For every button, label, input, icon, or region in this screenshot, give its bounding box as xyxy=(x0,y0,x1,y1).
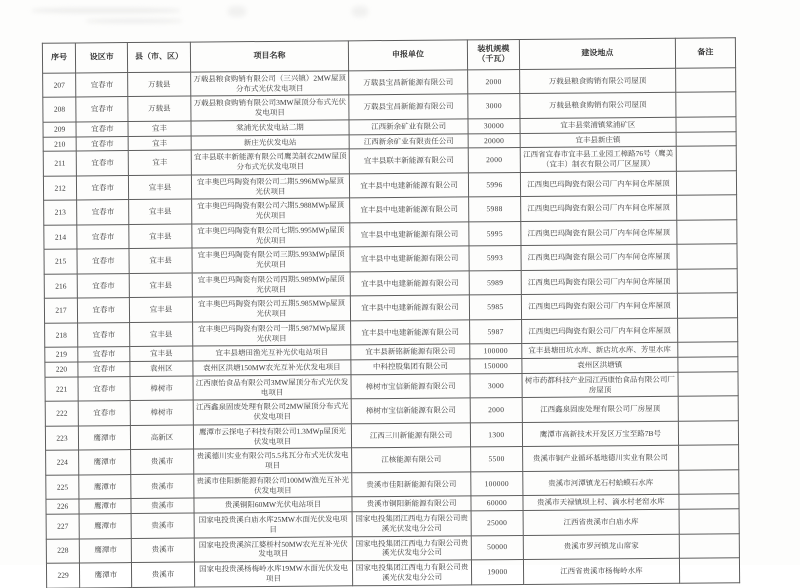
cell-remark xyxy=(676,195,737,220)
cell-remark xyxy=(677,342,737,357)
cell-location: 江西省宜春市宜丰县工业园工樟路76号（鹰美（宜丰）制衣有限公司厂区屋顶） xyxy=(520,147,676,173)
cell-project: 袁州区洪塘150MW农光互补光伏发电项目 xyxy=(192,360,351,376)
cell-seq: 223 xyxy=(45,426,78,451)
cell-county: 宜丰县 xyxy=(130,297,192,322)
cell-seq: 207 xyxy=(43,73,76,98)
cell-applicant: 国家电投集团江西电力有限公司贵溪光伏发电分公司 xyxy=(352,511,471,536)
cell-project: 贵溪德川实业有限公司5.5兆瓦分布式光伏发电项目 xyxy=(193,448,352,474)
cell-capacity: 150000 xyxy=(470,359,522,374)
cell-capacity: 5500 xyxy=(470,447,522,472)
cell-applicant: 宜丰县中电建新能源有限公司 xyxy=(350,222,469,247)
cell-applicant: 樟树市宝信新能源有限公司 xyxy=(351,398,470,423)
cell-applicant: 宜丰县中电建新能源有限公司 xyxy=(350,246,469,271)
scan-artifact xyxy=(86,19,182,23)
cell-capacity: 2000 xyxy=(470,398,522,423)
cell-county: 宜丰 xyxy=(129,150,191,175)
cell-county: 贵溪市 xyxy=(132,538,194,563)
cell-county: 宜丰县 xyxy=(130,346,192,361)
cell-remark xyxy=(679,533,740,558)
cell-location: 贵溪市天禄镇坝上村、滴水村老窑水库 xyxy=(523,495,679,511)
table-body xyxy=(43,68,740,588)
cell-capacity: 5995 xyxy=(469,221,521,246)
cell-city: 宜春市 xyxy=(77,273,129,298)
header-cell-county: 县（市、区） xyxy=(128,42,190,72)
cell-county: 贵溪市 xyxy=(131,498,193,513)
cell-remark xyxy=(675,92,736,117)
cell-seq: 226 xyxy=(46,499,79,514)
cell-seq: 211 xyxy=(43,151,76,176)
header-cell-city: 设区市 xyxy=(76,43,128,73)
cell-capacity: 1300 xyxy=(470,422,522,447)
cell-location: 江西省贵溪市白庙水库 xyxy=(523,509,679,535)
cell-remark xyxy=(677,293,738,318)
cell-city: 宜春市 xyxy=(78,376,130,401)
cell-applicant: 中科控股集团有限公司 xyxy=(351,359,470,375)
cell-applicant: 宜丰县中电建新能源有限公司 xyxy=(351,295,470,320)
cell-seq: 210 xyxy=(43,136,76,151)
cell-applicant: 樟树市宝信新能源有限公司 xyxy=(351,374,470,399)
cell-city: 鹰潭市 xyxy=(79,425,131,450)
cell-applicant: 万载县宝昌新能源有限公司 xyxy=(349,94,468,119)
cell-remark xyxy=(676,117,736,132)
scan-artifact xyxy=(32,8,180,13)
cell-city: 鹰潭市 xyxy=(79,538,131,563)
cell-seq: 227 xyxy=(46,514,79,539)
cell-seq: 228 xyxy=(46,538,79,563)
cell-seq: 208 xyxy=(43,97,76,122)
cell-applicant: 宜丰县联丰新能源有限公司 xyxy=(350,148,469,173)
cell-project: 万载县粮食购销有限公司3MW屋顶分布式光伏发电项目 xyxy=(190,95,349,121)
scan-artifact xyxy=(228,6,246,17)
cell-location: 树市药都科技产业园江西康怡食品有限公司厂房屋顶 xyxy=(522,372,678,398)
cell-remark xyxy=(678,421,739,446)
cell-capacity: 5996 xyxy=(468,172,520,197)
cell-applicant: 贵溪市佳阳新能源有限公司 xyxy=(352,472,471,497)
table-row xyxy=(46,558,739,588)
header-cell-location: 建设地点 xyxy=(519,38,675,69)
cell-applicant: 宜丰县中电建新能源有限公司 xyxy=(351,320,470,345)
cell-project: 国家电投贵溪滨江婆桥村50MW农光互补光伏发电项目 xyxy=(194,536,353,562)
cell-county: 贵溪市 xyxy=(131,513,193,538)
cell-project: 鹰潭市云探电子科技有限公司1.3MWp屋顶光伏发电项目 xyxy=(193,424,352,450)
cell-city: 鹰潭市 xyxy=(79,450,131,475)
pv-project-table xyxy=(42,37,740,588)
cell-county: 宜丰县 xyxy=(129,199,191,224)
scan-artifact xyxy=(352,6,368,17)
cell-capacity: 5993 xyxy=(469,246,521,271)
cell-capacity: 5987 xyxy=(469,319,521,344)
cell-seq: 212 xyxy=(43,176,76,201)
cell-project: 江西鑫泉固废处理有限公司2MW屋顶分布式光伏发电项目 xyxy=(193,399,352,425)
cell-applicant: 国家电投集团江西电力有限公司贵溪光伏发电分公司 xyxy=(353,560,472,585)
cell-remark xyxy=(676,131,736,146)
cell-county: 高新区 xyxy=(131,425,193,450)
cell-capacity: 30000 xyxy=(468,118,520,133)
cell-location: 万载县粮食购销有限公司屋顶 xyxy=(520,68,676,94)
cell-seq: 213 xyxy=(44,200,77,225)
cell-location: 江西奥巴玛陶瓷有限公司厂内车间仓库屋顶 xyxy=(520,171,676,197)
cell-county: 万载县 xyxy=(128,72,190,97)
cell-remark xyxy=(677,269,738,294)
cell-project: 宜丰奥巴玛陶瓷有限公司四期5.989MWp屋顶光伏项目 xyxy=(192,272,351,298)
cell-location: 江西奥巴玛陶瓷有限公司厂内车间仓库屋顶 xyxy=(522,318,678,344)
cell-seq: 222 xyxy=(45,401,78,426)
cell-county: 宜丰 xyxy=(128,121,190,136)
cell-project: 宜丰奥巴玛陶瓷有限公司五期5.985MWp屋顶光伏项目 xyxy=(192,296,351,322)
cell-remark xyxy=(676,220,737,245)
cell-remark xyxy=(679,558,740,583)
cell-county: 宜丰县 xyxy=(130,273,192,298)
cell-city: 鹰潭市 xyxy=(79,514,131,539)
cell-seq: 229 xyxy=(46,563,79,588)
cell-city: 宜春市 xyxy=(78,298,130,323)
cell-applicant: 贵溪市铜阳新能源有限公司 xyxy=(352,496,471,512)
cell-project: 万载县粮食购销有限公司（三兴镇）2MW屋顶分布式光伏发电项目 xyxy=(190,71,349,97)
header-cell-project: 项目名称 xyxy=(190,41,349,72)
cell-remark xyxy=(679,494,739,509)
cell-location: 宜丰县塘田坑水库、新店坑水库、芳里水库 xyxy=(522,343,678,359)
header-cell-seq: 序号 xyxy=(42,43,75,73)
cell-project: 贵溪铜阳60MW光伏电站项目 xyxy=(194,497,353,513)
cell-county: 贵溪市 xyxy=(131,449,193,474)
cell-capacity: 100000 xyxy=(471,471,523,496)
cell-city: 宜春市 xyxy=(76,136,128,151)
cell-capacity: 100000 xyxy=(470,344,522,359)
cell-city: 鹰潭市 xyxy=(79,474,131,499)
cell-county: 宜丰 xyxy=(128,136,190,151)
cell-project: 宜丰奥巴玛陶瓷有限公司六期5.988MWp屋顶光伏项目 xyxy=(191,198,350,224)
cell-project: 宜丰奥巴玛陶瓷有限公司七期5.995MWp屋顶光伏项目 xyxy=(191,223,350,249)
cell-county: 樟树市 xyxy=(131,400,193,425)
cell-county: 贵溪市 xyxy=(132,562,194,587)
cell-capacity: 5989 xyxy=(469,270,521,295)
cell-project: 宜丰县塘田渔光互补光伏电站项目 xyxy=(192,345,351,361)
cell-capacity: 19000 xyxy=(471,559,523,584)
cell-remark xyxy=(676,146,737,171)
cell-applicant: 万载县宝昌新能源有限公司 xyxy=(349,70,468,95)
cell-county: 宜丰县 xyxy=(129,248,191,273)
cell-project: 棠浦光伏发电站二期 xyxy=(191,120,350,136)
cell-county: 万载县 xyxy=(128,96,190,121)
cell-remark xyxy=(679,509,740,534)
cell-project: 江西康怡食品有限公司3MW屋顶分布式光伏发电项目 xyxy=(193,375,352,401)
cell-seq: 215 xyxy=(44,249,77,274)
cell-city: 宜春市 xyxy=(76,121,128,136)
cell-remark xyxy=(678,445,739,470)
cell-location: 江西鑫泉固废处理有限公司厂房屋顶 xyxy=(522,397,678,423)
cell-capacity: 20000 xyxy=(468,133,520,148)
cell-project: 宜丰县联丰新能源有限公司鹰美制衣2MW屋顶分布式光伏发电项目 xyxy=(191,149,350,175)
cell-location: 贵溪市罗河镇龙山席家 xyxy=(523,534,679,560)
cell-county: 贵溪市 xyxy=(131,474,193,499)
cell-seq: 220 xyxy=(45,362,78,377)
cell-location: 江西奥巴玛陶瓷有限公司厂内车间仓库屋顶 xyxy=(521,294,677,320)
cell-project: 新庄光伏发电站 xyxy=(191,134,350,150)
cell-project: 国家电投贵溪杨梅岭水库19MW水面光伏发电项目 xyxy=(194,561,353,587)
cell-capacity: 3000 xyxy=(468,94,520,119)
cell-remark xyxy=(678,372,739,397)
cell-project: 贵溪市佳阳新能源有限公司100MW渔光互补光伏发电项目 xyxy=(193,473,352,499)
cell-applicant: 江核能源有限公司 xyxy=(352,447,471,472)
cell-applicant: 国家电投集团江西电力有限公司贵溪光伏发电分公司 xyxy=(353,535,472,560)
cell-project: 宜丰奥巴玛陶瓷有限公司三期5.993MWp屋顶光伏项目 xyxy=(192,247,351,273)
cell-applicant: 江西新余矿业有限责任公司 xyxy=(349,133,468,149)
cell-seq: 209 xyxy=(43,122,76,137)
cell-remark xyxy=(675,68,736,93)
cell-county: 樟树市 xyxy=(130,376,192,401)
cell-seq: 219 xyxy=(45,347,78,362)
cell-remark xyxy=(678,357,738,372)
cell-county: 宜丰县 xyxy=(129,175,191,200)
cell-applicant: 宜丰县中电建新能源有限公司 xyxy=(350,173,469,198)
cell-location: 贵溪市铜产业循环基地德川实业有限公司 xyxy=(523,446,679,472)
cell-remark xyxy=(678,396,739,421)
cell-city: 宜春市 xyxy=(76,72,128,97)
cell-city: 宜春市 xyxy=(77,224,129,249)
cell-capacity: 50000 xyxy=(471,535,523,560)
cell-location: 江西省贵溪市杨梅岭水库 xyxy=(523,558,679,584)
cell-city: 宜春市 xyxy=(77,249,129,274)
header-cell-applicant: 申报单位 xyxy=(349,40,468,71)
cell-location: 贵溪市河潭镇龙石村蛤蟆石水库 xyxy=(523,470,679,496)
cell-county: 宜丰县 xyxy=(129,224,191,249)
cell-project: 国家电投贵溪白庙水库25MW水面光伏发电项目 xyxy=(194,512,353,538)
cell-project: 宜丰奥巴玛陶瓷有限公司一期5.987MWp屋顶光伏项目 xyxy=(192,321,351,347)
cell-capacity: 3000 xyxy=(470,373,522,398)
cell-location: 宜丰县新庄镇 xyxy=(520,132,676,148)
cell-capacity: 5988 xyxy=(468,197,520,222)
cell-city: 宜春市 xyxy=(78,347,130,362)
cell-seq: 224 xyxy=(46,450,79,475)
cell-city: 宜春市 xyxy=(77,200,129,225)
cell-applicant: 宜丰县新铭新能源有限公司 xyxy=(351,344,470,360)
header-cell-remark: 备注 xyxy=(675,38,736,68)
cell-remark xyxy=(677,244,738,269)
cell-seq: 221 xyxy=(45,377,78,402)
cell-location: 江西奥巴玛陶瓷有限公司厂内车间仓库屋顶 xyxy=(521,269,677,295)
cell-project: 宜丰奥巴玛陶瓷有限公司二期5.996MWp屋顶光伏项目 xyxy=(191,174,350,200)
cell-location: 鹰潭市高新技术开发区万宝至路7B号 xyxy=(522,421,678,447)
cell-city: 宜春市 xyxy=(78,322,130,347)
cell-city: 宜春市 xyxy=(76,97,128,122)
cell-capacity: 25000 xyxy=(471,511,523,536)
cell-city: 宜春市 xyxy=(78,362,130,377)
cell-capacity: 2000 xyxy=(467,69,519,94)
cell-county: 袁州区 xyxy=(130,361,192,376)
cell-applicant: 江西三川新能源有限公司 xyxy=(352,423,471,448)
cell-capacity: 5985 xyxy=(469,295,521,320)
cell-seq: 217 xyxy=(44,298,77,323)
cell-city: 鹰潭市 xyxy=(79,499,131,514)
cell-remark xyxy=(676,171,737,196)
cell-location: 宜丰县棠浦镇棠浦矿区 xyxy=(520,117,676,133)
cell-seq: 214 xyxy=(44,225,77,250)
cell-location: 江西奥巴玛陶瓷有限公司厂内车间仓库屋顶 xyxy=(521,196,677,222)
cell-location: 江西奥巴玛陶瓷有限公司厂内车间仓库屋顶 xyxy=(521,245,677,271)
cell-capacity: 2000 xyxy=(468,148,520,173)
cell-city: 宜春市 xyxy=(77,175,129,200)
cell-applicant: 宜丰县中电建新能源有限公司 xyxy=(350,197,469,222)
cell-city: 宜春市 xyxy=(78,401,130,426)
cell-location: 袁州区洪塘镇 xyxy=(522,357,678,373)
cell-remark xyxy=(678,470,739,495)
cell-county: 宜丰县 xyxy=(130,322,192,347)
cell-city: 鹰潭市 xyxy=(80,563,132,588)
cell-applicant: 江西新余矿业有限公司 xyxy=(349,119,468,135)
cell-remark xyxy=(677,318,738,343)
cell-applicant: 宜丰县中电建新能源有限公司 xyxy=(350,271,469,296)
cell-seq: 216 xyxy=(44,274,77,299)
header-cell-capacity: 装机规模（千瓦） xyxy=(467,39,519,69)
cell-seq: 225 xyxy=(46,475,79,500)
cell-seq: 218 xyxy=(45,323,78,348)
cell-city: 宜春市 xyxy=(76,151,128,176)
cell-location: 万载县粮食购销有限公司屋顶 xyxy=(520,93,676,119)
cell-capacity: 60000 xyxy=(471,496,523,511)
cell-location: 江西奥巴玛陶瓷有限公司厂内车间仓库屋顶 xyxy=(521,220,677,246)
